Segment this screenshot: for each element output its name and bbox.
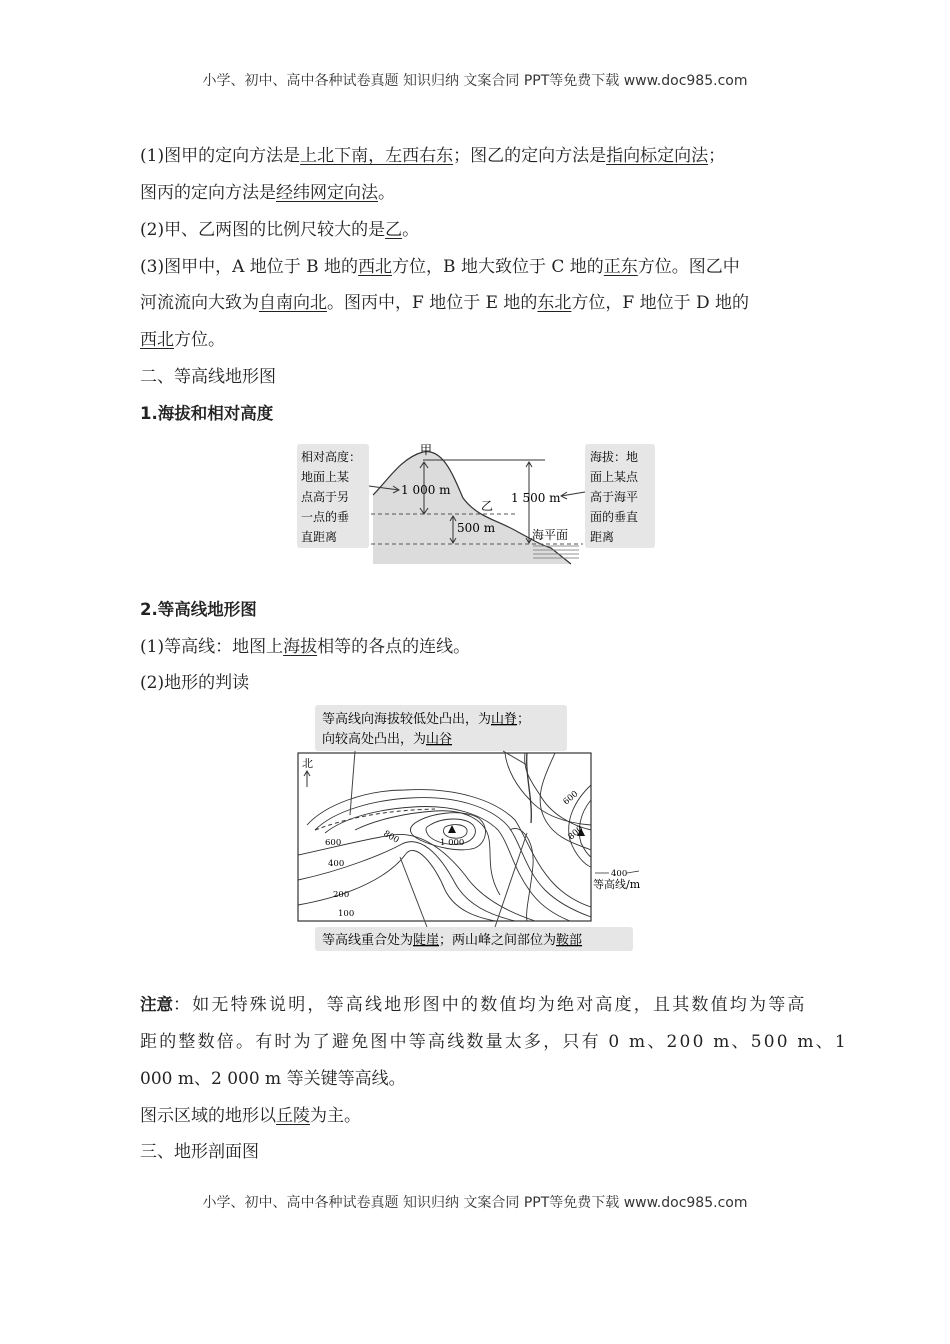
note-label: 注意 bbox=[140, 995, 173, 1014]
contour-label: 800 bbox=[381, 828, 401, 846]
svg-text:相对高度：: 相对高度： bbox=[301, 450, 362, 464]
contour-definition: (1)等高线：地图上海拔相等的各点的连线。 bbox=[140, 637, 471, 657]
contour-label: 400 bbox=[328, 859, 345, 869]
svg-text:海拔：地: 海拔：地 bbox=[590, 450, 639, 464]
region-terrain-line: 图示区域的地形以丘陵为主。 bbox=[140, 1106, 361, 1126]
contour-label: 800 bbox=[566, 824, 586, 843]
contour-label: 200 bbox=[333, 890, 350, 900]
svg-text:等高线重合处为陡崖；两山峰之间部位为鞍部: 等高线重合处为陡崖；两山峰之间部位为鞍部 bbox=[322, 933, 583, 948]
note-line-2: 距的整数倍。有时为了避免图中等高线数量太多，只有 0 m、200 m、500 m、1 bbox=[140, 1032, 848, 1052]
q3-line-1: (3)图甲中，A 地位于 B 地的西北方位，B 地大致位于 C 地的正东方位。图乙中 bbox=[140, 257, 740, 277]
q3-line-2: 河流流向大致为自南向北。图丙中，F 地位于 E 地的东北方位，F 地位于 D 地的 bbox=[140, 293, 750, 313]
page-header: 小学、初中、高中各种试卷真题 知识归纳 文案合同 PPT等免费下载 www.doc985.com bbox=[202, 73, 748, 89]
terrain-reading-title: (2)地形的判读 bbox=[140, 673, 250, 693]
label-1500m: 1 500 m bbox=[511, 491, 561, 505]
svg-text:向较高处凸出，为山谷: 向较高处凸出，为山谷 bbox=[322, 732, 453, 747]
q1-line-2: 图丙的定向方法是经纬网定向法。 bbox=[140, 183, 395, 203]
answer-orientation-b: 指向标定向法 bbox=[606, 146, 709, 166]
sea-level-label: 海平面 bbox=[532, 528, 569, 542]
label-500m: 500 m bbox=[457, 521, 496, 535]
subsection-contour-title: 2.等高线地形图 bbox=[140, 600, 257, 619]
q2-line: (2)甲、乙两图的比例尺较大的是乙。 bbox=[140, 220, 420, 240]
contour-label: 600 bbox=[325, 838, 342, 848]
north-label: 北 bbox=[302, 757, 313, 770]
svg-text:高于海平: 高于海平 bbox=[590, 490, 639, 504]
contour-label: 1 000 bbox=[440, 838, 465, 848]
contour-map-diagram bbox=[295, 705, 660, 953]
legend-value: 400 bbox=[611, 869, 628, 879]
note-line-3: 000 m、2 000 m 等关键等高线。 bbox=[140, 1069, 406, 1089]
contour-label: 100 bbox=[338, 909, 355, 919]
answer-scale: 乙 bbox=[385, 220, 403, 240]
svg-text:面的垂直: 面的垂直 bbox=[590, 510, 639, 524]
answer-orientation-c: 经纬网定向法 bbox=[276, 183, 378, 203]
note-line-1: 注意：如无特殊说明，等高线地形图中的数值均为绝对高度，且其数值均为等高 bbox=[140, 995, 807, 1015]
q1-line-1: (1)图甲的定向方法是上北下南，左西右东；图乙的定向方法是指向标定向法； bbox=[140, 146, 726, 166]
section-2-title: 二、等高线地形图 bbox=[140, 367, 276, 387]
svg-text:直距离: 直距离 bbox=[301, 530, 338, 544]
q3-line-3: 西北方位。 bbox=[140, 330, 225, 350]
sea-water bbox=[533, 545, 579, 559]
svg-text:距离: 距离 bbox=[590, 530, 615, 544]
label-1000m: 1 000 m bbox=[401, 483, 451, 497]
altitude-diagram bbox=[293, 440, 658, 570]
subsection-altitude-title: 1.海拔和相对高度 bbox=[140, 404, 274, 423]
svg-text:等高线向海拔较低处凸出，为山脊；: 等高线向海拔较低处凸出，为山脊； bbox=[322, 712, 531, 727]
point-label: 乙 bbox=[481, 499, 494, 513]
section-3-title: 三、地形剖面图 bbox=[140, 1142, 259, 1162]
svg-text:地面上某: 地面上某 bbox=[301, 470, 350, 484]
page-footer: 小学、初中、高中各种试卷真题 知识归纳 文案合同 PPT等免费下载 www.doc985.com bbox=[202, 1195, 748, 1211]
contour-label: 600 bbox=[561, 789, 581, 808]
svg-text:一点的垂: 一点的垂 bbox=[301, 510, 350, 524]
svg-text:点高于另: 点高于另 bbox=[301, 490, 350, 504]
peak-label: 甲 bbox=[420, 443, 433, 457]
answer-orientation-a: 上北下南，左西右东 bbox=[300, 146, 454, 166]
svg-text:面上某点: 面上某点 bbox=[590, 470, 639, 484]
legend-label: 等高线/m bbox=[593, 878, 641, 891]
